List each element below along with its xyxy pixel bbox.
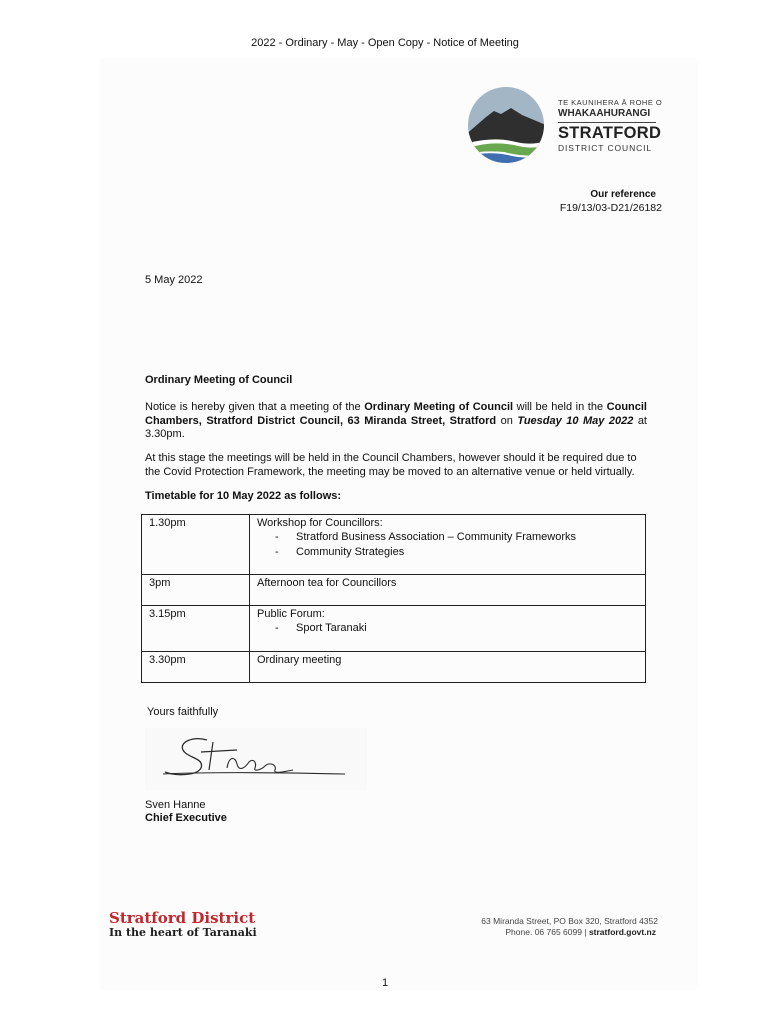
item-label: Workshop for Councillors: xyxy=(257,517,383,529)
logo-stratford: STRATFORD xyxy=(558,124,662,142)
footer-contact xyxy=(505,927,656,937)
signature-image xyxy=(145,728,367,790)
logo-district-council: DISTRICT COUNCIL xyxy=(558,143,653,153)
letter-date: 5 May 2022 xyxy=(145,274,203,286)
mountain-logo-icon xyxy=(464,84,548,166)
reference-label: Our reference xyxy=(590,189,656,200)
list-item-text: Sport Taranaki xyxy=(296,622,367,634)
time-cell: 3.30pm xyxy=(142,652,250,683)
list-item-text: Community Strategies xyxy=(296,545,405,558)
notice-text-1: Notice is hereby given that a meeting of the xyxy=(145,401,365,413)
reference-number: F19/13/03-D21/26182 xyxy=(559,202,662,214)
time-cell: 1.30pm xyxy=(142,515,250,575)
closing-salutation: Yours faithfully xyxy=(147,706,219,718)
footer-separator: | xyxy=(584,927,587,937)
table-row xyxy=(142,575,646,606)
notice-text-3: on xyxy=(496,414,518,427)
notice-date: Tuesday 10 May 2022 xyxy=(517,414,634,427)
list-item-text: Stratford Business Association – Community Frameworks xyxy=(296,531,576,543)
item-cell xyxy=(250,575,646,606)
council-logo xyxy=(464,84,664,166)
item-label: Afternoon tea for Councillors xyxy=(257,577,397,589)
footer-brand-name: Stratford District xyxy=(109,909,256,927)
signatory-title: Chief Executive xyxy=(145,812,227,824)
item-label: Public Forum: xyxy=(257,608,325,620)
table-row xyxy=(142,606,646,652)
footer-brand-tagline: In the heart of Taranaki xyxy=(109,926,257,939)
table-row xyxy=(142,515,646,575)
notice-paragraph xyxy=(145,401,647,442)
item-label: Ordinary meeting xyxy=(257,654,342,666)
page-number: 1 xyxy=(381,977,389,989)
list-item xyxy=(257,621,639,636)
bullet-dash: - xyxy=(275,531,279,543)
timetable-table xyxy=(141,514,646,683)
logo-maori-line: TE KAUNIHERA Ā ROHE O xyxy=(558,98,663,107)
list-item xyxy=(257,545,639,560)
notice-venue: Council Chambers, Stratford District Council, 63 Miranda Street, Stratford xyxy=(145,401,647,427)
notice-text-2: will be held in the xyxy=(513,401,607,413)
item-cell xyxy=(250,652,646,683)
bullet-list xyxy=(257,621,639,636)
item-cell xyxy=(250,606,646,652)
document-header-title: 2022 - Ordinary - May - Open Copy - Notice of Meeting xyxy=(251,37,519,49)
time-cell: 3.15pm xyxy=(142,606,250,652)
footer-website-link[interactable]: stratford.govt.nz xyxy=(588,927,656,937)
bullet-dash: - xyxy=(275,622,279,634)
bullet-dash: - xyxy=(275,545,279,558)
notice-text-4: at 3.30pm. xyxy=(145,414,647,440)
item-cell xyxy=(250,515,646,575)
logo-divider xyxy=(558,122,656,123)
bullet-list xyxy=(257,530,639,559)
signature-icon xyxy=(145,728,367,790)
logo-whakaahurangi: WHAKAAHURANGI xyxy=(558,108,651,119)
signatory-name: Sven Hanne xyxy=(145,799,206,811)
footer-address: 63 Miranda Street, PO Box 320, Stratford 4352 xyxy=(481,916,658,926)
footer-phone: Phone. 06 765 6099 xyxy=(505,927,582,937)
timetable-heading: Timetable for 10 May 2022 as follows: xyxy=(145,490,342,502)
table-row xyxy=(142,652,646,683)
list-item xyxy=(257,530,639,545)
meeting-title: Ordinary Meeting of Council xyxy=(145,374,293,386)
covid-paragraph: At this stage the meetings will be held in the Council Chambers, however should it be required due to the Covid Protection Framework, the meeting may be moved to an alternative venue or held virtually. xyxy=(145,452,637,478)
notice-meeting-name: Ordinary Meeting of Council xyxy=(364,401,514,413)
time-cell: 3pm xyxy=(142,575,250,606)
